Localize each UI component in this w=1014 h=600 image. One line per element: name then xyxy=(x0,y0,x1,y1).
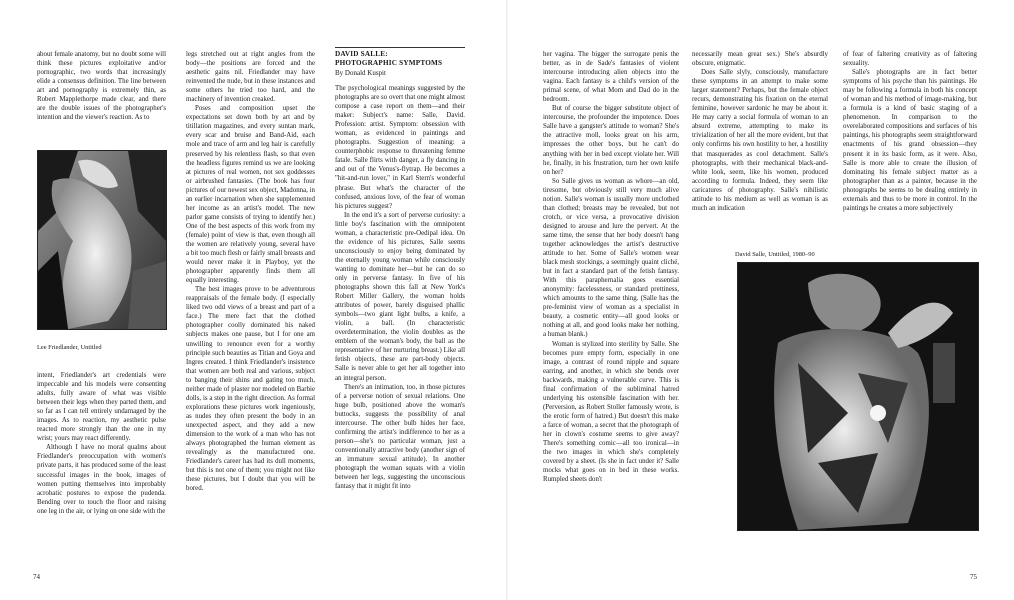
paragraph: intent, Friedlander's art credentials were impeccable and his models were consenting adults, fully aware of what was visible between their legs when they parted them, and so far as I can tell entirely undamaged by the images. As to reaction, my aesthetic pulse reacted more strongly than the one in my wrist; yours may react differently. xyxy=(37,372,166,443)
salle-caption: David Salle, Untitled, 1980–90 xyxy=(735,251,815,258)
paragraph: about female anatomy, but no doubt some will think these pictures exploitative and/or pornographic, two words that increasingly elide a consensus definition. The line between art and pornography is extremely thin, as Robert Mapplethorpe made clear, and there are the double issues of the photographer's intention and the viewer's reaction. As to xyxy=(37,51,166,122)
paragraph: The best images prove to be adventurous reappraisals of the female body. (I especially liked two odd views of a breast and part of a face.) The mere fact that the clothed photographer coolly dominated his naked subjects makes one pause, but I for one am unwilling to renounce even for a worthy principle such beauties as Titian and Goya and Ingres created. I think Friedlander's insistence that women are both real and various, subject to banging their shins and gating too much, neither made of plaster nor modeled on Barbie dolls, is a step in the right direction. As formal explorations these pictures work ingeniously, as nudes they often present the body in an unexpected aspect, and they add a new dimension to the work of a man who has not always photographed the human element as revealingly as the manufactured one. Friedlander's career has had its dull moments, but this is not one of them; you might not like these pictures, but I doubt that you will be bored. xyxy=(186,286,315,493)
left-col3-text xyxy=(335,84,465,491)
right-col1-text xyxy=(543,50,679,484)
paragraph: Woman is stylized into sterility by Salle. She becomes pure empty form, especially in one image, a contrast of round nipple and square earring, and another, in which she bends over backwards, making a vulnerable curve. This is final confirmation of the subliminal hatred underlying his ostensible fascination with her. (Perversion, as Robert Stoller famously wrote, is the erotic form of hatred.) But doesn't this make a farce of woman, a secret that the photograph of her in clown's costume seems to give away? There's something comic—all too ironical—in the two images in which she's completely covered by a sheet. (Is she in fact under it? Salle mocks what goes on in bed in these works. Rumpled sheets don't xyxy=(543,340,679,484)
right-page-number: 75 xyxy=(970,573,977,581)
paragraph: her vagina. The bigger the surrogate penis the better, as in de Sade's fantasies of violent intercourse introducing alien objects into the vagina. Each fantasy is a child's version of the primal scene, of what Mom and Dad do in the bedroom. xyxy=(543,51,679,104)
header-rule-top xyxy=(335,47,465,48)
paragraph: The psychological meanings suggested by the photographs are so overt that one might almost compose a case report on them—and their maker: Subject's name: Salle, David. Profession: artist. Symptom: obsession with woman, as evidenced in paintings and photographs. Suggestion of meaning: a counterphobic response to threatening femme fatale. Salle flirts with danger, a fly dancing in and out of the Venus's-flytrap. He becomes a "hit-and-run lover," in Karl Stern's wonderful phrase. But what's the character of the confused, anxious love, of the fear of woman his pictures suggest? xyxy=(335,85,465,210)
paragraph: In the end it's a sort of perverse curiosity: a little boy's fascination with the omnipotent woman, a characteristic pre-Oedipal idea. On the evidence of his pictures, Salle seems unconsciously to enjoy being dominated by the eternally young woman while consciously wanting to dominate her—but he can do so only in perverse fantasy. In five of his photographs shown this fall at New York's Robert Miller Gallery, the woman holds attributes of power, barely disguised phallic symbols—two giant light bulbs, a knife, a violin, a ball. (In characteristic overdetermination, the violin doubles as the emblem of the woman's body, the ball as the representative of her nurturing breast.) Like all fetish objects, these are part-body objects. Salle is never able to get her all together into an integral person. xyxy=(335,211,465,382)
left-col1-bottom-text xyxy=(37,371,166,516)
salle-photo xyxy=(737,262,979,531)
clown-photo-image xyxy=(738,263,978,530)
friedlander-photo xyxy=(37,150,167,330)
right-col2-text xyxy=(692,50,828,213)
paragraph: So Salle gives us woman as whore—an old, tiresome, but obviously still very much alive notion. Salle's woman is usually more unclothed than clothed; breasts may be revealed, but not crotch, or vice versa, a provocative division designed to arouse and lure the pervert. At the same time, the sense that her body doesn't hang together acknowledges the artist's destructive attitude to her. Some of Salle's women wear black mesh stockings, a seemingly quaint cliché, but in fact a standard part of the fetish fantasy. With this paraphernalia goes essential anonymity: facelessness, or standard prettiness, which amounts to the same thing. (Salle has the pre-feminist view of woman as a specialist in beauty, a cosmetic entity—all good looks or nothing at all, and good looks make her nothing, a human blank.) xyxy=(543,177,679,339)
article-header xyxy=(335,47,465,78)
paragraph: legs stretched out at right angles from the body—the positions are forced and the aesthetic gains nil. Friedlander may have reinvented the nude, but in these instances and some others he tried too hard, and the machinery of invention creaked. xyxy=(186,51,315,104)
left-col2-text xyxy=(186,50,315,493)
friedlander-caption: Lee Friedlander, Untitled xyxy=(37,344,102,351)
paragraph: Does Salle slyly, consciously, manufacture these symptoms in an attempt to make some larger statement? Perhaps, but the female object recurs, demonstrating his fixation on the eternal feminine, however sardonic he may be about it. He may carry a social formula of woman to an absurd extreme, attempting to make its trivialization of her all the more evident, but that only confirms his own hostility to her, a hostility that masquerades as cool detachment. Salle's photographs, with their mechanical black-and-white look, seem, like his women, produced according to formula. Indeed, they seem like caricatures of photography. Salle's nihilistic attitude to his medium as well as woman is as much an indication xyxy=(692,69,828,212)
left-col1-top-text xyxy=(37,50,166,122)
paragraph: necessarily mean great sex.) She's absurdly obscure, enigmatic. xyxy=(692,51,828,68)
paragraph: But of course the bigger substitute object of intercourse, the profounder the impotence. Does Salle have a gangster's attitude to woman? She's the attractive moll, looks great on his arm, impresses the other boys, but he can't do anything with her in bed except violate her. Will he, finally, in his frustration, turn her own knife on her? xyxy=(543,105,679,176)
paragraph: Poses and composition upset the expectations set down both by art and by titillation magazines, and every suntan mark, every scar and bruise and Band-Aid, each mole and trace of arm and leg hair is carefully preserved by his relentless flash, so that even the headless figures remind us we are looking at pictures of real women, not sex goddesses or airbrushed fantasies. (The book has four pictures of our newest sex object, Madonna, in an earlier incarnation when she supplemented her income as an artist's model. The new parlor game consists of trying to identify her.) One of the best aspects of this work from my (female) point of view is that, even though all the women are relatively young, several have a bit too much flesh or fairly small breasts and would never make it in Playboy, yet the photographer apparently finds them all equally interesting. xyxy=(186,105,315,285)
paragraph: There's an intimation, too, in those pictures of a perverse notion of sexual relations. One huge bulb, positioned above the woman's buttocks, suggests the possibility of anal intercourse. The other bulb hides her face, confirming the artist's indifference to her as a person—she's no particular woman, just a conventionally attractive body (another sign of an immature sexual attitude). In another photograph the woman squats with a violin between her legs, suggesting the unconscious fantasy that it might fit into xyxy=(335,383,465,491)
article-byline: By Donald Kuspit xyxy=(335,69,386,77)
right-col3-text xyxy=(843,50,977,213)
paragraph: Salle's photographs are in fact better symptoms of his psyche than his paintings. He may be following a formula in both his concept of woman and his method of image-making, but a formula is a kind of basic staging of a phenomenon. In comparison to the overelaborated compositions and surfaces of his paintings, his photographs seem straightforward enactments of his grand obsession—they present it in its basic form, as it were. Also, Salle is more able to create the illusion of dominating his female subject matter as a photographer than as a painter, because in the photographs he seems to be dealing entirely in externals and thus to be more in control. In the paintings he creates a more subjectively xyxy=(843,69,977,212)
article-title-line1: DAVID SALLE: xyxy=(335,50,388,58)
left-page-number: 74 xyxy=(33,573,40,581)
gutter xyxy=(506,0,508,600)
article-title-line2: PHOTOGRAPHIC SYMPTOMS xyxy=(335,59,443,67)
paragraph: Although I have no moral qualms about Friedlander's preoccupation with women's private parts, it has produced some of the least successful images in the book, images of women putting themselves into improbably acrobatic postures to expose the pudenda. Bending over to touch the floor and raising one leg in the air, or lying on one side with the xyxy=(37,444,166,515)
nude-photo-image xyxy=(38,151,166,329)
paragraph: of fear of faltering creativity as of faltering sexuality. xyxy=(843,51,977,68)
